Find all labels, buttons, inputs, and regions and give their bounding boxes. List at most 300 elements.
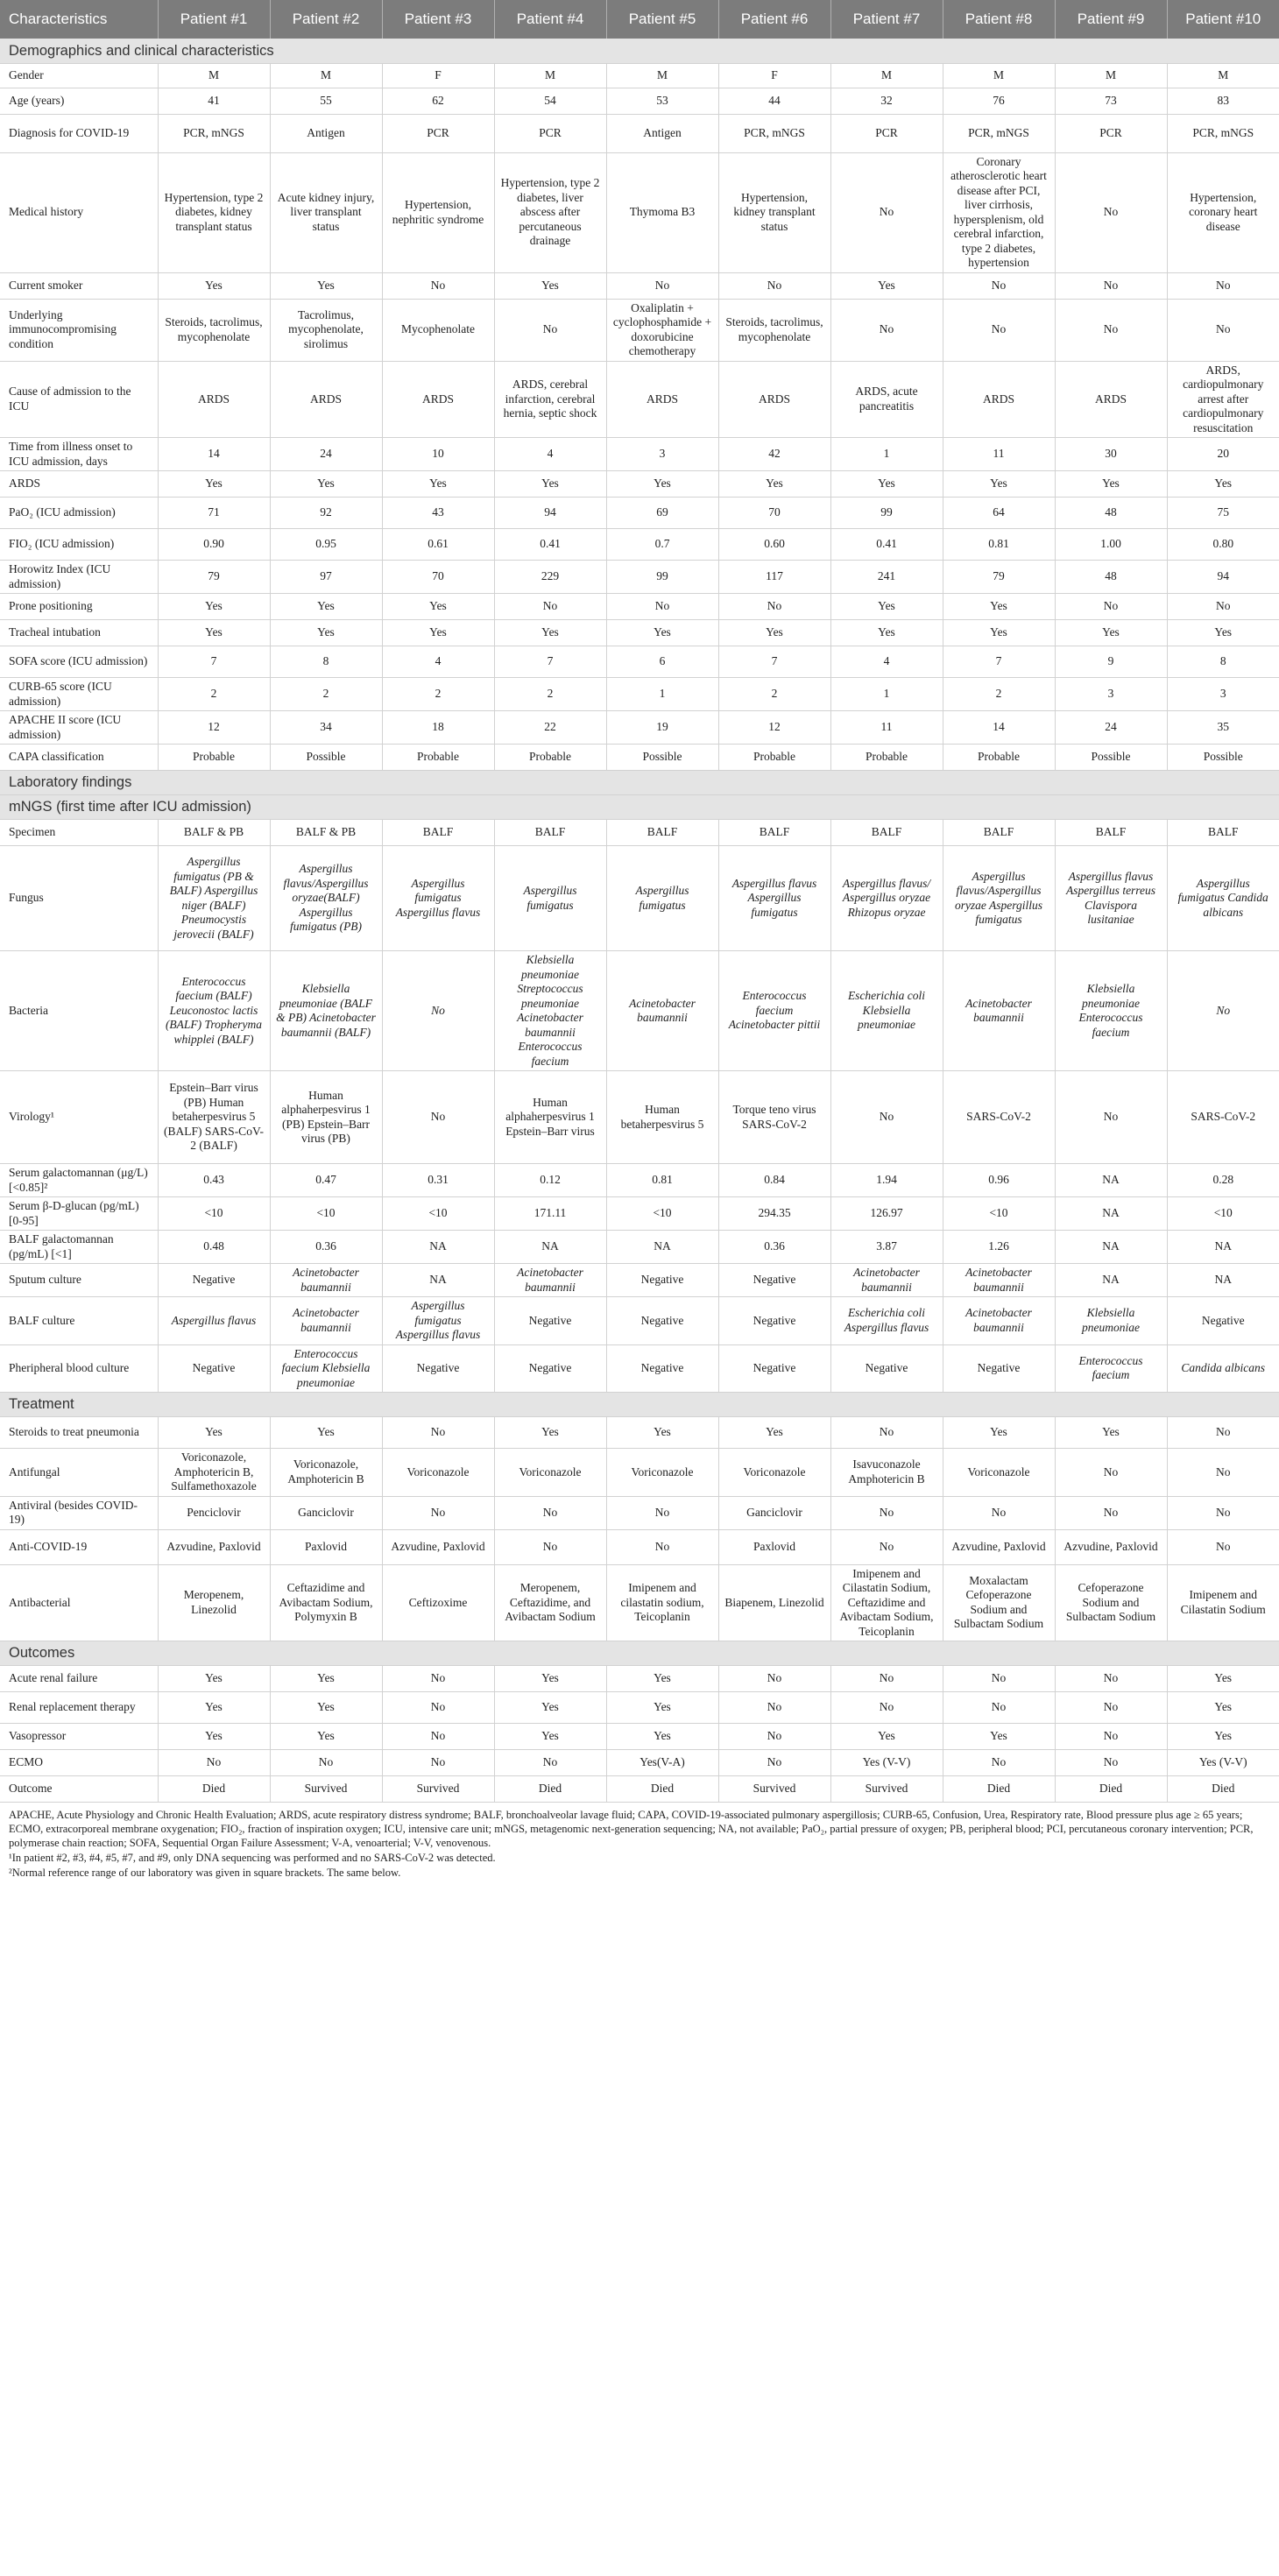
table-cell: 94 — [494, 498, 606, 529]
table-row — [0, 1071, 1279, 1164]
table-cell: 0.31 — [382, 1164, 494, 1197]
table-cell: NA — [1055, 1164, 1167, 1197]
section-title: Laboratory findings — [0, 771, 1279, 795]
table-row — [0, 820, 1279, 846]
table-cell: 0.36 — [718, 1231, 830, 1264]
table-cell: 94 — [1167, 561, 1279, 594]
section-title: Outcomes — [0, 1641, 1279, 1666]
table-cell: 79 — [943, 561, 1055, 594]
table-cell: 4 — [830, 646, 943, 678]
row-label: APACHE II score (ICU admission) — [0, 711, 158, 745]
table-row — [0, 711, 1279, 745]
table-cell: 2 — [718, 678, 830, 711]
table-cell: Yes — [718, 471, 830, 498]
table-cell: 0.60 — [718, 529, 830, 561]
table-cell: Yes — [943, 594, 1055, 620]
table-cell: Antigen — [606, 114, 718, 152]
table-cell: Yes — [606, 1692, 718, 1724]
table-cell: No — [943, 1496, 1055, 1529]
table-cell: Penciclovir — [158, 1496, 270, 1529]
table-row — [0, 678, 1279, 711]
table-cell: <10 — [606, 1197, 718, 1231]
table-cell: No — [1055, 1692, 1167, 1724]
section-header-row — [0, 1393, 1279, 1417]
table-cell: Negative — [718, 1297, 830, 1345]
row-label: Underlying immunocompromising condition — [0, 299, 158, 361]
table-cell: Yes — [1167, 471, 1279, 498]
table-cell: No — [1167, 299, 1279, 361]
table-cell: 0.90 — [158, 529, 270, 561]
table-cell: Imipenem and Cilastatin Sodium — [1167, 1564, 1279, 1641]
table-cell: No — [718, 594, 830, 620]
table-cell: Negative — [606, 1344, 718, 1393]
table-cell: BALF & PB — [270, 820, 382, 846]
table-cell: NA — [382, 1231, 494, 1264]
table-cell: 14 — [943, 711, 1055, 745]
table-cell: Yes — [830, 594, 943, 620]
table-cell: Aspergillus fumigatus — [606, 846, 718, 951]
table-cell: Yes — [158, 620, 270, 646]
table-cell: Human alphaherpesvirus 1 Epstein–Barr virus — [494, 1071, 606, 1164]
table-cell: Possible — [606, 745, 718, 771]
table-cell: Negative — [606, 1264, 718, 1297]
table-cell: No — [830, 299, 943, 361]
table-cell: NA — [606, 1231, 718, 1264]
table-row — [0, 1297, 1279, 1345]
table-cell: ARDS, cardiopulmonary arrest after cardiopulmonary resuscitation — [1167, 361, 1279, 438]
header-cell: Patient #2 — [270, 0, 382, 39]
table-cell: Yes — [943, 620, 1055, 646]
table-row — [0, 1344, 1279, 1393]
table-cell: Yes — [270, 1417, 382, 1449]
table-cell: No — [382, 1417, 494, 1449]
row-label: Medical history — [0, 152, 158, 272]
table-cell: No — [1055, 272, 1167, 299]
table-cell: Probable — [382, 745, 494, 771]
header-cell: Patient #6 — [718, 0, 830, 39]
table-cell: Acinetobacter baumannii — [270, 1264, 382, 1297]
table-cell: 2 — [494, 678, 606, 711]
row-label: Time from illness onset to ICU admission, days — [0, 438, 158, 471]
row-label: Vasopressor — [0, 1724, 158, 1750]
table-cell: No — [718, 1750, 830, 1776]
row-label: Outcome — [0, 1776, 158, 1803]
table-cell: Azvudine, Paxlovid — [382, 1529, 494, 1564]
table-cell: Epstein–Barr virus (PB) Human betaherpesvirus 5 (BALF) SARS-CoV-2 (BALF) — [158, 1071, 270, 1164]
table-cell: NA — [1167, 1264, 1279, 1297]
table-cell: 0.96 — [943, 1164, 1055, 1197]
table-cell: BALF — [830, 820, 943, 846]
table-cell: Yes — [382, 620, 494, 646]
table-cell: Negative — [943, 1344, 1055, 1393]
row-label: Age (years) — [0, 88, 158, 114]
table-cell: 99 — [606, 561, 718, 594]
table-cell: 8 — [270, 646, 382, 678]
table-cell: 0.84 — [718, 1164, 830, 1197]
row-label: Anti-COVID-19 — [0, 1529, 158, 1564]
row-label: Steroids to treat pneumonia — [0, 1417, 158, 1449]
table-cell: 20 — [1167, 438, 1279, 471]
table-cell: 71 — [158, 498, 270, 529]
table-cell: 126.97 — [830, 1197, 943, 1231]
table-cell: 1 — [830, 438, 943, 471]
table-cell: Candida albicans — [1167, 1344, 1279, 1393]
row-label: Cause of admission to the ICU — [0, 361, 158, 438]
table-cell: BALF — [382, 820, 494, 846]
row-label: ECMO — [0, 1750, 158, 1776]
table-cell: No — [1055, 1496, 1167, 1529]
table-cell: No — [382, 1750, 494, 1776]
table-cell: 42 — [718, 438, 830, 471]
table-cell: ARDS — [606, 361, 718, 438]
table-cell: Yes — [158, 1666, 270, 1692]
table-cell: 70 — [718, 498, 830, 529]
table-cell: Paxlovid — [270, 1529, 382, 1564]
row-label: CURB-65 score (ICU admission) — [0, 678, 158, 711]
table-cell: Yes — [270, 1666, 382, 1692]
table-cell: Ceftizoxime — [382, 1564, 494, 1641]
table-cell: Enterococcus faecium Klebsiella pneumoniae — [270, 1344, 382, 1393]
table-cell: Negative — [830, 1344, 943, 1393]
table-cell: 54 — [494, 88, 606, 114]
table-cell: Negative — [718, 1344, 830, 1393]
table-cell: 0.61 — [382, 529, 494, 561]
table-cell: Yes — [606, 1666, 718, 1692]
table-cell: Yes — [494, 471, 606, 498]
table-row — [0, 1496, 1279, 1529]
table-cell: No — [943, 272, 1055, 299]
table-cell: Klebsiella pneumoniae — [1055, 1297, 1167, 1345]
table-cell: 69 — [606, 498, 718, 529]
table-cell: Probable — [943, 745, 1055, 771]
table-cell: No — [494, 1529, 606, 1564]
table-row — [0, 745, 1279, 771]
table-cell: Yes — [943, 471, 1055, 498]
table-cell: Yes — [270, 594, 382, 620]
table-cell: Yes — [606, 1724, 718, 1750]
table-cell: PCR, mNGS — [1167, 114, 1279, 152]
table-cell: Escherichia coli Aspergillus flavus — [830, 1297, 943, 1345]
table-cell: 0.7 — [606, 529, 718, 561]
table-cell: 22 — [494, 711, 606, 745]
table-cell: 14 — [158, 438, 270, 471]
table-cell: No — [158, 1750, 270, 1776]
row-label: Horowitz Index (ICU admission) — [0, 561, 158, 594]
table-cell: Acinetobacter baumannii — [494, 1264, 606, 1297]
table-cell: Yes — [606, 620, 718, 646]
table-cell: No — [494, 299, 606, 361]
table-cell: 0.81 — [943, 529, 1055, 561]
table-row — [0, 1164, 1279, 1197]
table-cell: No — [718, 272, 830, 299]
table-cell: Yes — [270, 620, 382, 646]
table-cell: Acinetobacter baumannii — [830, 1264, 943, 1297]
table-cell: No — [718, 1666, 830, 1692]
table-cell: Mycophenolate — [382, 299, 494, 361]
table-cell: No — [382, 1666, 494, 1692]
table-cell: 2 — [158, 678, 270, 711]
table-cell: Klebsiella pneumoniae Streptococcus pneumoniae Acinetobacter baumannii Enterococcus faecium — [494, 951, 606, 1071]
table-cell: ARDS — [270, 361, 382, 438]
table-cell: No — [1055, 1724, 1167, 1750]
table-cell: 12 — [718, 711, 830, 745]
table-cell: Negative — [158, 1264, 270, 1297]
table-cell: Human betaherpesvirus 5 — [606, 1071, 718, 1164]
table-cell: Human alphaherpesvirus 1 (PB) Epstein–Barr virus (PB) — [270, 1071, 382, 1164]
row-label: BALF culture — [0, 1297, 158, 1345]
table-cell: <10 — [382, 1197, 494, 1231]
table-cell: PCR — [494, 114, 606, 152]
table-cell: M — [494, 63, 606, 88]
table-row — [0, 1776, 1279, 1803]
table-cell: 4 — [382, 646, 494, 678]
row-label: Tracheal intubation — [0, 620, 158, 646]
table-row — [0, 646, 1279, 678]
table-body — [0, 39, 1279, 1803]
row-label: Renal replacement therapy — [0, 1692, 158, 1724]
table-cell: Probable — [718, 745, 830, 771]
table-cell: 48 — [1055, 498, 1167, 529]
table-cell: No — [270, 1750, 382, 1776]
table-cell: Voriconazole — [943, 1449, 1055, 1497]
table-cell: Yes(V-A) — [606, 1750, 718, 1776]
table-cell: ARDS, cerebral infarction, cerebral hernia, septic shock — [494, 361, 606, 438]
table-cell: Yes — [494, 272, 606, 299]
table-cell: BALF — [494, 820, 606, 846]
table-cell: Yes — [270, 1724, 382, 1750]
table-cell: Oxaliplatin + cyclophosphamide + doxorubicine chemotherapy — [606, 299, 718, 361]
table-cell: Yes — [606, 1417, 718, 1449]
table-cell: Died — [494, 1776, 606, 1803]
table-cell: Antigen — [270, 114, 382, 152]
table-cell: Klebsiella pneumoniae (BALF & PB) Acinetobacter baumannii (BALF) — [270, 951, 382, 1071]
table-cell: 2 — [382, 678, 494, 711]
table-cell: Yes — [494, 1417, 606, 1449]
table-cell: Aspergillus flavus — [158, 1297, 270, 1345]
table-row — [0, 438, 1279, 471]
header-cell: Patient #3 — [382, 0, 494, 39]
table-cell: No — [1167, 1417, 1279, 1449]
row-label: Current smoker — [0, 272, 158, 299]
table-cell: No — [1167, 1496, 1279, 1529]
table-cell: Survived — [382, 1776, 494, 1803]
table-cell: Yes — [494, 1724, 606, 1750]
table-cell: ARDS — [943, 361, 1055, 438]
header-cell: Patient #10 — [1167, 0, 1279, 39]
table-cell: 11 — [830, 711, 943, 745]
table-cell: No — [606, 272, 718, 299]
table-cell: No — [1055, 1449, 1167, 1497]
table-cell: 2 — [270, 678, 382, 711]
table-cell: Acinetobacter baumannii — [943, 951, 1055, 1071]
table-cell: Yes — [270, 272, 382, 299]
table-cell: Yes (V-V) — [1167, 1750, 1279, 1776]
table-cell: <10 — [158, 1197, 270, 1231]
table-cell: Negative — [382, 1344, 494, 1393]
table-cell: 1 — [606, 678, 718, 711]
table-cell: Yes — [1055, 1417, 1167, 1449]
table-cell: 171.11 — [494, 1197, 606, 1231]
table-cell: Yes — [158, 1724, 270, 1750]
table-row — [0, 951, 1279, 1071]
table-cell: 55 — [270, 88, 382, 114]
table-cell: <10 — [1167, 1197, 1279, 1231]
table-cell: Died — [943, 1776, 1055, 1803]
table-cell: No — [943, 1750, 1055, 1776]
header-cell: Patient #1 — [158, 0, 270, 39]
table-cell: No — [1167, 272, 1279, 299]
table-cell: No — [830, 1666, 943, 1692]
table-cell: 62 — [382, 88, 494, 114]
table-cell: Yes — [830, 1724, 943, 1750]
table-cell: Azvudine, Paxlovid — [1055, 1529, 1167, 1564]
section-header-row — [0, 771, 1279, 795]
table-cell: 7 — [494, 646, 606, 678]
table-cell: Coronary atherosclerotic heart disease after PCI, liver cirrhosis, hypersplenism, old cerebral infarction, type 2 diabetes, hypertension — [943, 152, 1055, 272]
table-cell: Yes — [830, 272, 943, 299]
table-cell: No — [382, 1724, 494, 1750]
table-cell: Ganciclovir — [718, 1496, 830, 1529]
table-row — [0, 361, 1279, 438]
table-cell: Hypertension, coronary heart disease — [1167, 152, 1279, 272]
table-cell: 0.41 — [494, 529, 606, 561]
table-row — [0, 1449, 1279, 1497]
table-cell: Aspergillus fumigatus Candida albicans — [1167, 846, 1279, 951]
table-cell: Klebsiella pneumoniae Enterococcus faecium — [1055, 951, 1167, 1071]
section-header-row — [0, 1641, 1279, 1666]
table-cell: 76 — [943, 88, 1055, 114]
table-cell: NA — [1055, 1231, 1167, 1264]
table-cell: No — [718, 1692, 830, 1724]
table-cell: No — [1055, 1666, 1167, 1692]
table-cell: Yes — [1167, 1692, 1279, 1724]
table-cell: No — [830, 1071, 943, 1164]
table-cell: Biapenem, Linezolid — [718, 1564, 830, 1641]
table-cell: Cefoperazone Sodium and Sulbactam Sodium — [1055, 1564, 1167, 1641]
table-cell: 0.81 — [606, 1164, 718, 1197]
table-cell: Tacrolimus, mycophenolate, sirolimus — [270, 299, 382, 361]
table-cell: Enterococcus faecium — [1055, 1344, 1167, 1393]
table-cell: 0.41 — [830, 529, 943, 561]
table-cell: 3 — [1167, 678, 1279, 711]
table-cell: BALF — [718, 820, 830, 846]
row-label: Gender — [0, 63, 158, 88]
table-cell: ARDS — [382, 361, 494, 438]
table-cell: Torque teno virus SARS-CoV-2 — [718, 1071, 830, 1164]
table-cell: Hypertension, type 2 diabetes, liver abscess after percutaneous drainage — [494, 152, 606, 272]
table-cell: ARDS — [718, 361, 830, 438]
table-cell: Acinetobacter baumannii — [943, 1297, 1055, 1345]
table-cell: 24 — [1055, 711, 1167, 745]
table-cell: Yes — [718, 1417, 830, 1449]
table-cell: 7 — [718, 646, 830, 678]
row-label: SOFA score (ICU admission) — [0, 646, 158, 678]
table-cell: NA — [1055, 1264, 1167, 1297]
row-label: Acute renal failure — [0, 1666, 158, 1692]
table-cell: No — [1055, 299, 1167, 361]
table-row — [0, 63, 1279, 88]
table-cell: No — [606, 1496, 718, 1529]
table-row — [0, 471, 1279, 498]
table-cell: Aspergillus fumigatus Aspergillus flavus — [382, 1297, 494, 1345]
table-cell: Aspergillus flavus Aspergillus fumigatus — [718, 846, 830, 951]
table-cell: Yes — [158, 594, 270, 620]
table-cell: No — [1167, 594, 1279, 620]
table-footnotes — [0, 1803, 1279, 1886]
table-cell: Died — [1055, 1776, 1167, 1803]
table-cell: Meropenem, Linezolid — [158, 1564, 270, 1641]
table-cell: Yes — [158, 471, 270, 498]
table-cell: Steroids, tacrolimus, mycophenolate — [158, 299, 270, 361]
table-cell: 0.80 — [1167, 529, 1279, 561]
table-cell: No — [606, 594, 718, 620]
table-cell: M — [1055, 63, 1167, 88]
table-cell: Possible — [1055, 745, 1167, 771]
table-cell: No — [1167, 1529, 1279, 1564]
table-cell: 0.36 — [270, 1231, 382, 1264]
row-label: Virology¹ — [0, 1071, 158, 1164]
table-cell: No — [1055, 1071, 1167, 1164]
table-cell: 99 — [830, 498, 943, 529]
table-cell: 3.87 — [830, 1231, 943, 1264]
table-cell: Aspergillus flavus/Aspergillus oryzae(BALF) Aspergillus fumigatus (PB) — [270, 846, 382, 951]
table-cell: Aspergillus flavus/Aspergillus oryzae Aspergillus fumigatus — [943, 846, 1055, 951]
table-cell: BALF — [606, 820, 718, 846]
table-cell: Enterococcus faecium (BALF) Leuconostoc lactis (BALF) Tropheryma whipplei (BALF) — [158, 951, 270, 1071]
table-cell: 1.26 — [943, 1231, 1055, 1264]
table-cell: BALF — [1055, 820, 1167, 846]
table-cell: 11 — [943, 438, 1055, 471]
table-cell: Meropenem, Ceftazidime, and Avibactam Sodium — [494, 1564, 606, 1641]
table-cell: M — [1167, 63, 1279, 88]
table-cell: Yes — [382, 594, 494, 620]
row-label: Serum β-D-glucan (pg/mL) [0-95] — [0, 1197, 158, 1231]
table-row — [0, 1692, 1279, 1724]
table-cell: Yes — [158, 1692, 270, 1724]
table-cell: 7 — [943, 646, 1055, 678]
header-cell: Patient #8 — [943, 0, 1055, 39]
footnote-1: ¹In patient #2, #3, #4, #5, #7, and #9, only DNA sequencing was performed and no SARS-CoV-2 was detected. — [9, 1852, 496, 1864]
table-cell: 24 — [270, 438, 382, 471]
table-cell: 4 — [494, 438, 606, 471]
table-cell: Yes — [718, 620, 830, 646]
table-cell: Imipenem and Cilastatin Sodium, Ceftazidime and Avibactam Sodium, Teicoplanin — [830, 1564, 943, 1641]
table-cell: Probable — [158, 745, 270, 771]
table-cell: 0.95 — [270, 529, 382, 561]
table-cell: No — [382, 1496, 494, 1529]
table-cell: No — [830, 152, 943, 272]
table-cell: M — [606, 63, 718, 88]
table-cell: NA — [1055, 1197, 1167, 1231]
table-cell: Yes — [158, 272, 270, 299]
table-cell: PCR — [1055, 114, 1167, 152]
table-cell: No — [1167, 1449, 1279, 1497]
table-cell: Ceftazidime and Avibactam Sodium, Polymyxin B — [270, 1564, 382, 1641]
table-cell: Yes — [1055, 471, 1167, 498]
table-cell: M — [270, 63, 382, 88]
table-cell: Negative — [494, 1297, 606, 1345]
table-cell: Died — [606, 1776, 718, 1803]
table-cell: NA — [494, 1231, 606, 1264]
table-cell: Negative — [158, 1344, 270, 1393]
table-cell: Moxalactam Cefoperazone Sodium and Sulbactam Sodium — [943, 1564, 1055, 1641]
table-cell: No — [943, 1692, 1055, 1724]
table-cell: <10 — [943, 1197, 1055, 1231]
table-row — [0, 620, 1279, 646]
table-cell: PCR, mNGS — [718, 114, 830, 152]
table-cell: Yes — [494, 1692, 606, 1724]
table-cell: 12 — [158, 711, 270, 745]
